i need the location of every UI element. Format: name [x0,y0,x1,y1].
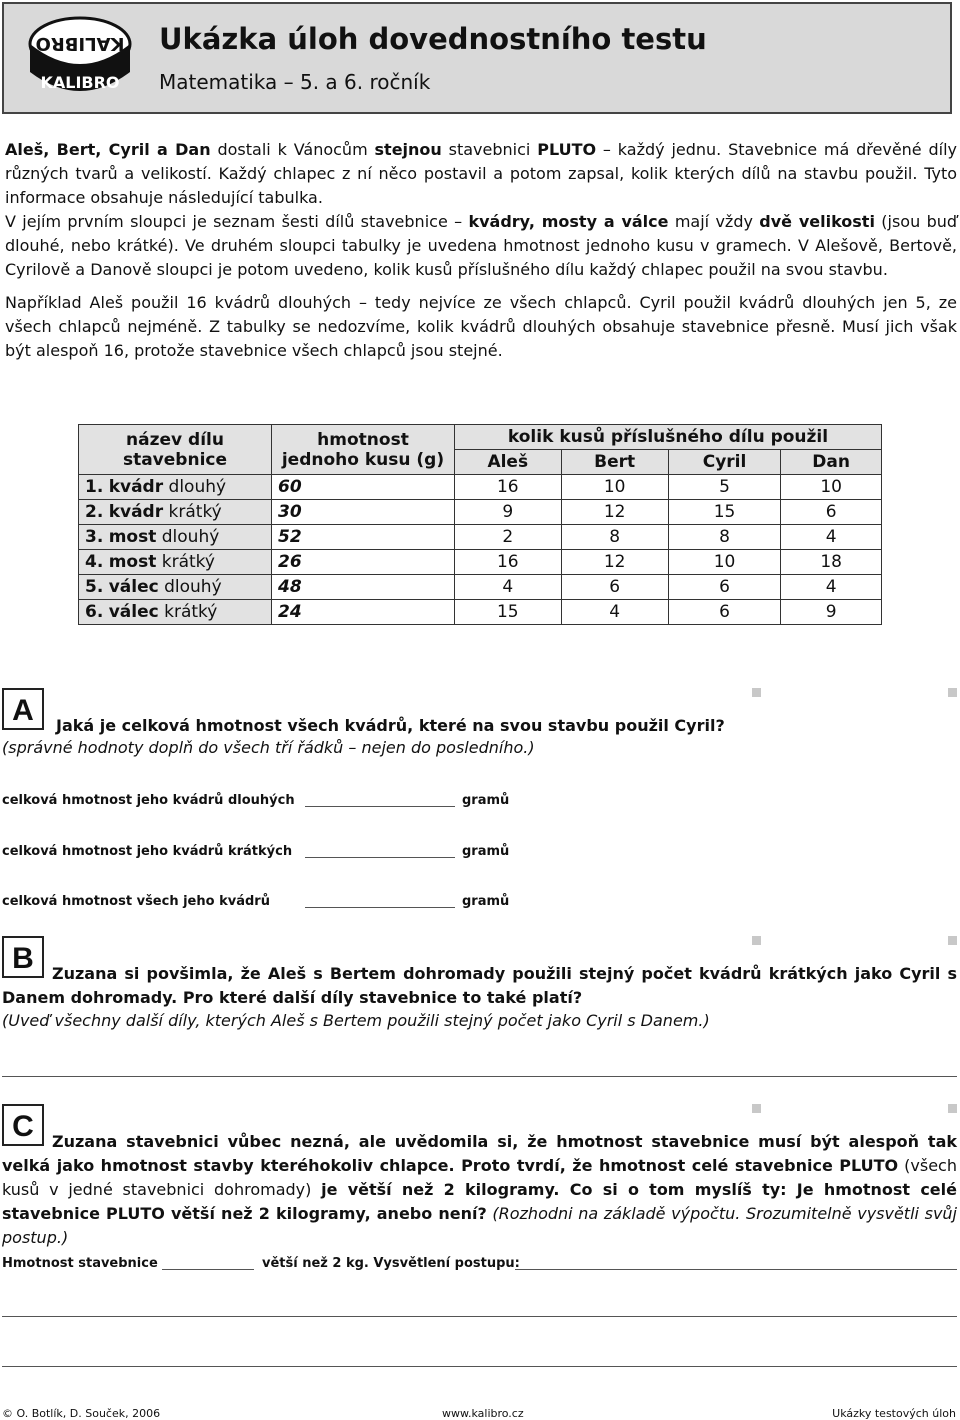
table-row [79,475,882,500]
page-title: Ukázka úloh dovednostního testu [159,22,707,56]
explanation-input[interactable] [515,1269,957,1270]
cyril-cell: 10 [668,550,780,575]
answer-c-label-2: větší než 2 kg. Vysvětlení postupu: [262,1256,520,1271]
unit-label: gramů [462,894,510,909]
part-name-cell: 1. kvádr dlouhý [79,475,272,500]
question-a-label: A [2,688,44,730]
cyril-cell: 8 [668,525,780,550]
header-banner [2,2,952,114]
intro-paragraph-3: Například Aleš použil 16 kvádrů dlouhých – tedy nejvíce ze všech chlapců. Cyril použil kvádrů dlouhých jen 5, ze všech chlapců nejméně. Z tabulky se nedozvíme, kolik kvádrů dlouhých obsahuje stavebnice přesně. Musí jich však být alespoň 16, protože stavebnice všech chlapců jsou stejné. [5,293,957,360]
col-bert-header: Bert [561,450,668,475]
part-name-cell: 6. válec krátký [79,600,272,625]
dan-cell: 18 [781,550,882,575]
score-marker [948,936,957,945]
footer-link[interactable]: www.kalibro.cz [442,1407,524,1420]
ales-cell: 2 [455,525,562,550]
explanation-input[interactable] [2,1316,957,1317]
table-row [79,500,882,525]
answer-a3-input[interactable] [305,907,455,908]
bert-cell: 12 [561,500,668,525]
answer-a2-input[interactable] [305,857,455,858]
weight-cell: 30 [272,500,455,525]
bert-cell: 6 [561,575,668,600]
col-ales-header: Aleš [455,450,562,475]
unit-label: gramů [462,793,510,808]
answer-c-label: Hmotnost stavebnice [2,1256,158,1271]
answer-a3-label: celková hmotnost všech jeho kvádrů [2,894,270,909]
answer-a2-label: celková hmotnost jeho kvádrů krátkých [2,844,293,859]
score-marker [752,936,761,945]
cyril-cell: 6 [668,600,780,625]
question-c-label: C [2,1104,44,1146]
score-marker [948,688,957,697]
intro-text [5,138,957,363]
weight-cell: 26 [272,550,455,575]
weight-cell: 52 [272,525,455,550]
cyril-cell: 5 [668,475,780,500]
table-row [79,575,882,600]
bert-cell: 10 [561,475,668,500]
answer-b-input[interactable] [2,1076,957,1077]
col-name-header: název dílu stavebnice [79,425,272,475]
footer-copyright: © O. Botlík, D. Souček, 2006 [2,1407,161,1420]
question-b-text: Zuzana si povšimla, že Aleš s Bertem dohromady použili stejný počet kvádrů krátkých jako Cyril s Danem dohromady. Pro které další díly stavebnice to také platí? [2,964,957,1007]
col-cyril-header: Cyril [668,450,780,475]
dan-cell: 4 [781,575,882,600]
ales-cell: 15 [455,600,562,625]
weight-cell: 60 [272,475,455,500]
ales-cell: 4 [455,575,562,600]
cyril-cell: 6 [668,575,780,600]
kalibro-logo [26,14,134,102]
page-subtitle: Matematika – 5. a 6. ročník [159,70,431,94]
ales-cell: 9 [455,500,562,525]
col-dan-header: Dan [781,450,882,475]
ales-cell: 16 [455,475,562,500]
svg-text:KALIBRO: KALIBRO [40,73,120,92]
dan-cell: 6 [781,500,882,525]
part-name-cell: 3. most dlouhý [79,525,272,550]
bert-cell: 8 [561,525,668,550]
weight-cell: 48 [272,575,455,600]
score-marker [752,1104,761,1113]
col-weight-header: hmotnost jednoho kusu (g) [272,425,455,475]
answer-a1-label: celková hmotnost jeho kvádrů dlouhých [2,793,295,808]
dan-cell: 9 [781,600,882,625]
question-c-text: Zuzana stavebnici vůbec nezná, ale uvědomila si, že hmotnost stavebnice musí být alespoň tak velká jako hmotnost stavby kteréhokoliv chlapce. Proto tvrdí, že hmotnost celé stavebnice PLUTO (všech kusů v jedné stavebnici dohromady) je větší než 2 kilogramy. Co si o tom myslíš ty: Je hmotnost celé stavebnice PLUTO větší než 2 kilogramy, anebo není? (Rozhodni na základě výpočtu. Srozumitelně vysvětli svůj postup.) [2,1132,957,1247]
dan-cell: 4 [781,525,882,550]
cyril-cell: 15 [668,500,780,525]
part-name-cell: 5. válec dlouhý [79,575,272,600]
bert-cell: 4 [561,600,668,625]
question-b-note: (Uveď všechny další díly, kterých Aleš s Bertem použili stejný počet jako Cyril s Danem.) [2,1011,710,1030]
table-row [79,550,882,575]
answer-c-input[interactable] [162,1269,254,1270]
table-row [79,525,882,550]
part-name-cell: 4. most krátký [79,550,272,575]
score-marker [752,688,761,697]
question-b-label: B [2,936,44,978]
answer-a1-input[interactable] [305,806,455,807]
svg-text:KALIBRO: KALIBRO [35,33,125,54]
footer-label: Ukázky testových úloh [832,1407,956,1420]
explanation-input[interactable] [2,1366,957,1367]
intro-paragraph-1: Aleš, Bert, Cyril a Dan dostali k Vánocům stejnou stavebnici PLUTO – každý jednu. Stavebnice má dřevěné díly různých tvarů a velikostí. Každý chlapec z ní něco postavil a potom zapsal, kolik kterých dílů na stavbu použil. Tyto informace obsahuje následující tabulka. [5,140,958,207]
parts-table [78,424,882,625]
score-marker [948,1104,957,1113]
question-a-note: (správné hodnoty doplň do všech tří řádků – nejen do posledního.) [2,738,535,757]
ales-cell: 16 [455,550,562,575]
part-name-cell: 2. kvádr krátký [79,500,272,525]
weight-cell: 24 [272,600,455,625]
table-row [79,600,882,625]
col-group-header: kolik kusů příslušného dílu použil [455,425,882,450]
intro-paragraph-2: V jejím prvním sloupci je seznam šesti dílů stavebnice – kvádry, mosty a válce mají vždy dvě velikosti (jsou buď dlouhé, nebo krátké). Ve druhém sloupci tabulky je uvedena hmotnost jednoho kusu v gramech. V Alešově, Bertově, Cyrilově a Danově sloupci je potom uvedeno, kolik kusů příslušného dílu každý chlapec použil na svou stavbu. [5,212,958,279]
dan-cell: 10 [781,475,882,500]
question-a-text: Jaká je celková hmotnost všech kvádrů, které na svou stavbu použil Cyril? [56,716,725,735]
unit-label: gramů [462,844,510,859]
bert-cell: 12 [561,550,668,575]
